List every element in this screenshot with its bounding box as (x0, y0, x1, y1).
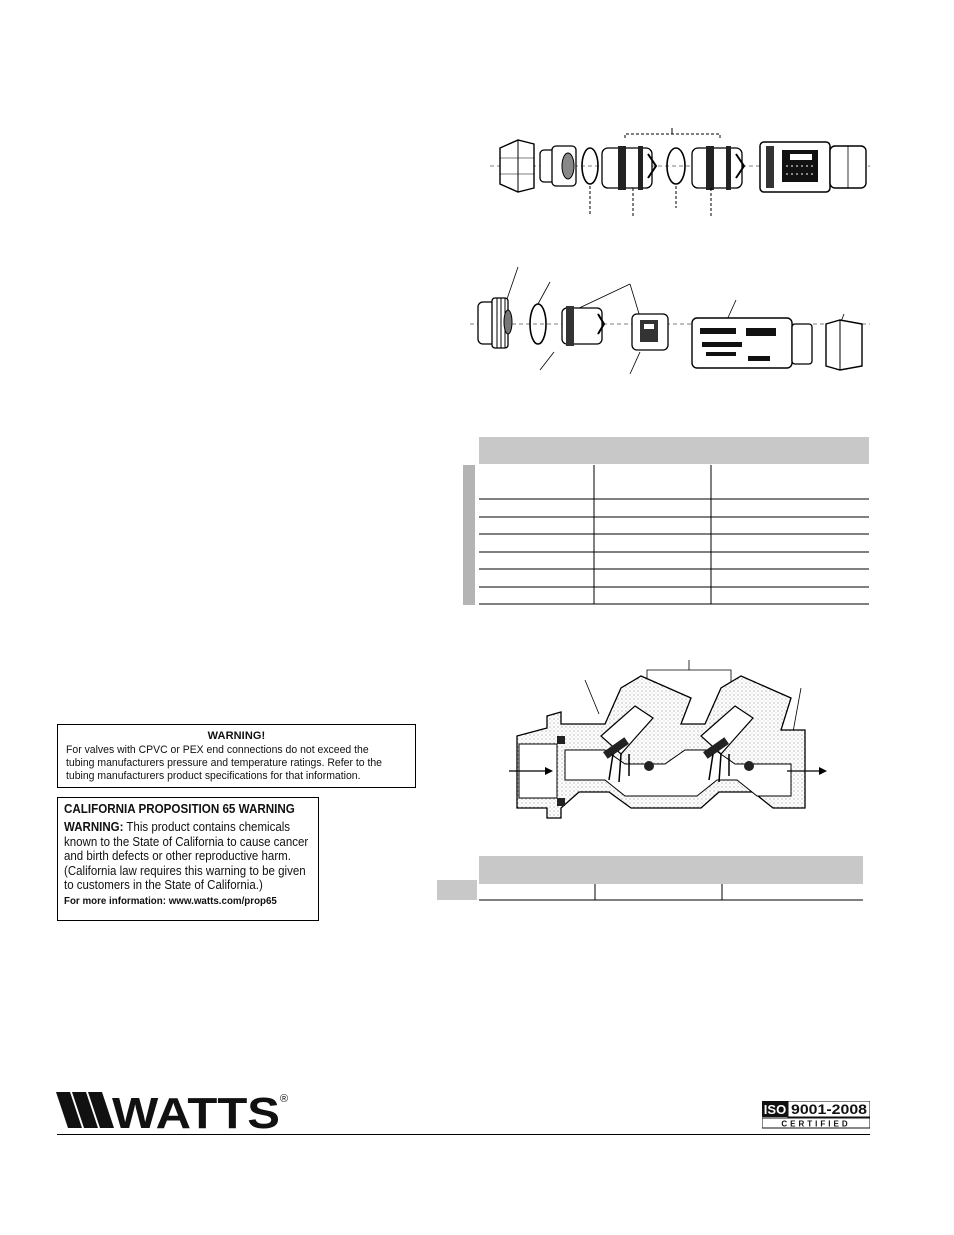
iso-prefix: ISO (763, 1102, 787, 1117)
iso-standard: 9001-2008 (791, 1101, 868, 1117)
watts-wordmark: WATTS (112, 1090, 280, 1132)
footer-divider (57, 1134, 870, 1135)
valve-body-part (760, 142, 866, 192)
check-module-1 (602, 146, 656, 216)
dimensions-table (463, 437, 869, 607)
exploded-diagram-middle (470, 262, 870, 382)
specs-table (437, 856, 863, 902)
prop65-title: CALIFORNIA PROPOSITION 65 WARNING (64, 802, 295, 816)
prop65-warning-box (57, 797, 319, 921)
registered-mark: ® (280, 1093, 289, 1105)
prop65-more-info: For more information: www.watts.com/prop65 (64, 894, 277, 907)
iso-certified: CERTIFIED (781, 1119, 851, 1129)
body-part (692, 318, 812, 368)
check-cartridge-part (562, 306, 604, 346)
hex-nut-part (500, 140, 534, 192)
tubing-warning-box (57, 724, 416, 788)
tailpiece-part (540, 146, 576, 186)
nut-part (826, 320, 862, 370)
prop65-body: WARNING: This product contains chemicals known to the State of California to cause cancer and birth defects or other reproductive harm. (California law requires this warning to be given to customers in the State of California.) (64, 820, 309, 892)
exploded-diagram-top (490, 128, 870, 218)
check-module-2 (692, 146, 744, 216)
threaded-end-part (478, 298, 512, 348)
check-cartridge-part-2 (632, 314, 668, 350)
warning-title: WARNING! (207, 730, 266, 742)
iso-certification-badge (762, 1101, 870, 1129)
cross-section-diagram (505, 658, 830, 838)
watts-logo (56, 1090, 296, 1132)
warning-body: For valves with CPVC or PEX end connections do not exceed the tubing manufacturers pressure and temperature ratings. Refer to the tubing manufacturers product specifications for that information. (66, 744, 382, 782)
